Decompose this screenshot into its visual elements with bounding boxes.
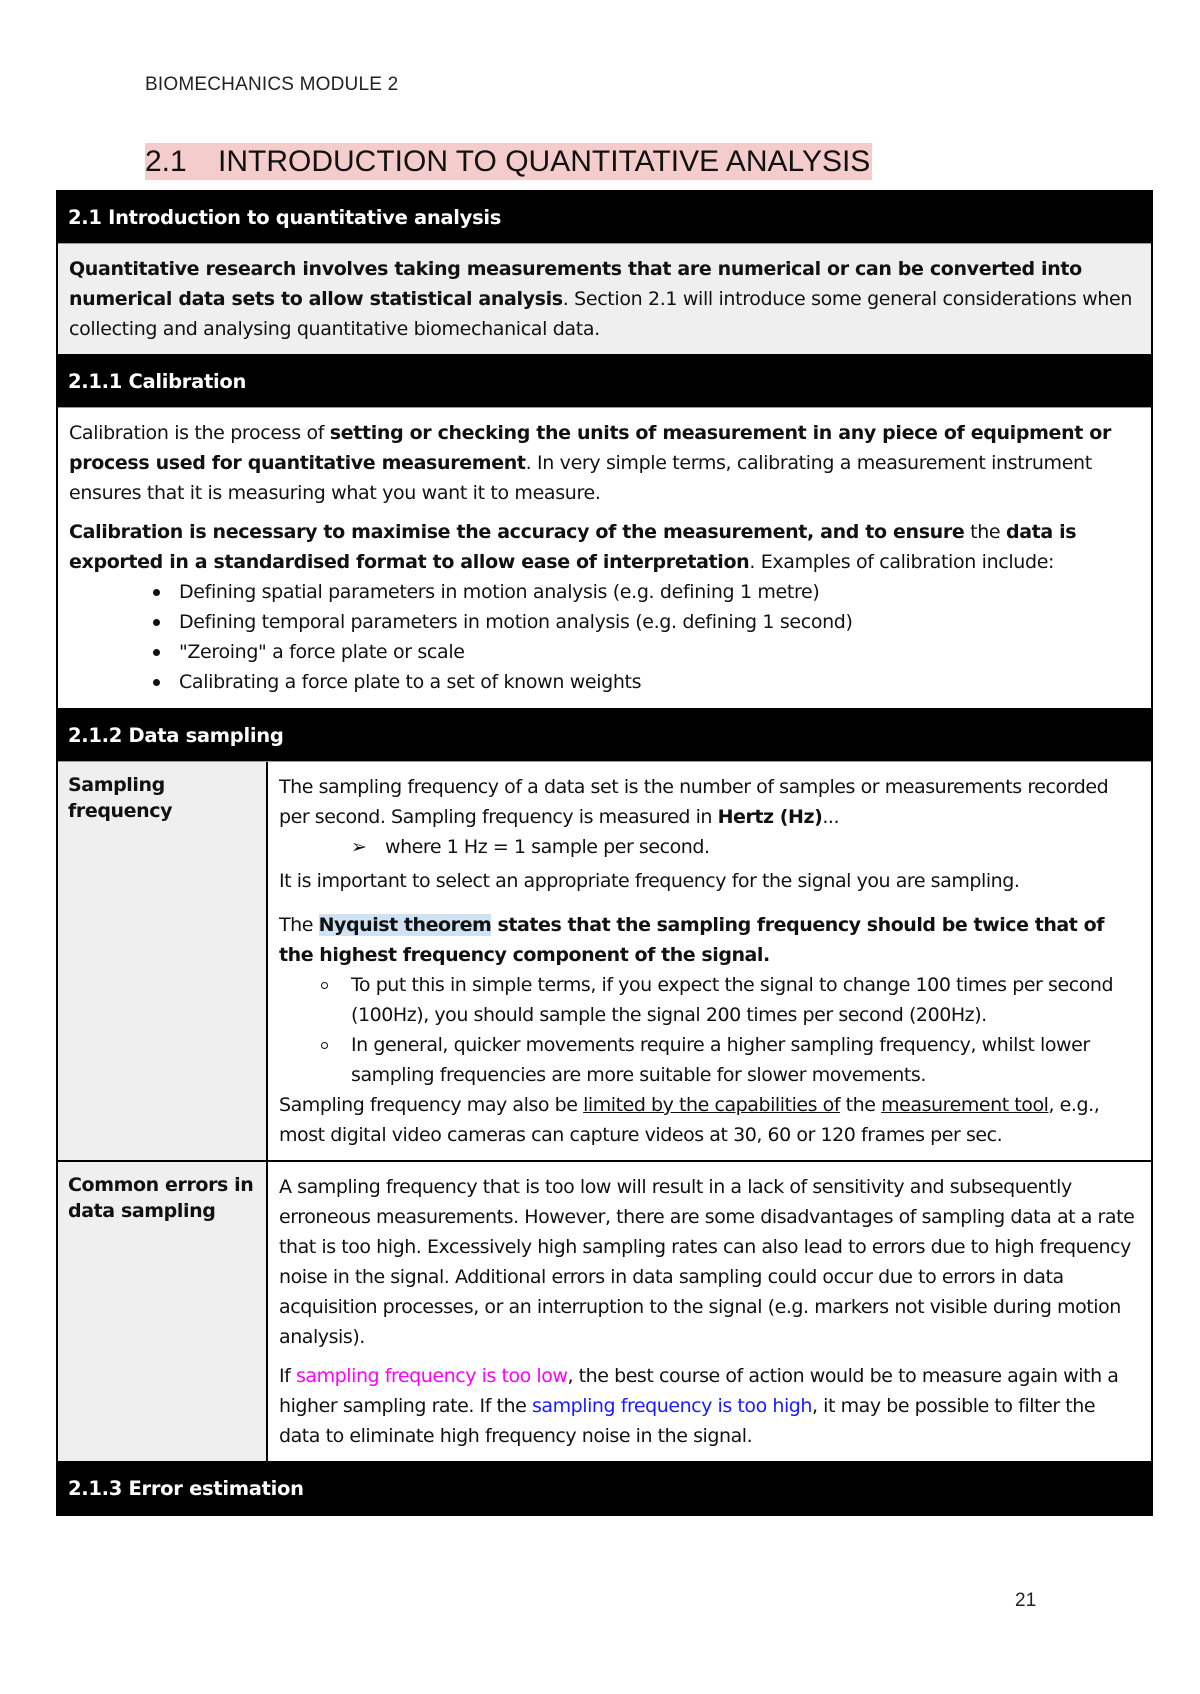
intro-paragraph <box>69 254 1140 344</box>
sampling-paragraph-4 <box>279 1090 1140 1150</box>
list-item: To put this in simple terms, if you expect the signal to change 100 times per second (100Hz), you should sample the signal 200 times per second (200Hz). <box>279 970 1140 1030</box>
row-label: Sampling frequency <box>58 762 268 1160</box>
hertz-term: Hertz (Hz) <box>717 806 823 828</box>
calibration-bold-text: data is exported in a standardised format to allow ease of interpretation <box>69 521 1077 573</box>
table-row-common-errors <box>58 1160 1151 1461</box>
text: , e.g., most digital video cameras can capture videos at 30, 60 or 120 frames per sec. <box>279 1094 1100 1146</box>
calibration-bold-text: Calibration is necessary to maximise the accuracy of the measurement, and to ensure <box>69 521 965 543</box>
errors-paragraph-2 <box>279 1361 1140 1451</box>
list-item: Defining spatial parameters in motion analysis (e.g. defining 1 metre) <box>69 577 1140 607</box>
too-high-highlight: sampling frequency is too high <box>531 1395 812 1417</box>
intro-text: . Section 2.1 will introduce some general considerations when collecting and analysing quantitative biomechanical data. <box>69 288 1133 340</box>
list-item: Defining temporal parameters in motion analysis (e.g. defining 1 second) <box>69 607 1140 637</box>
section-heading-intro: 2.1 Introduction to quantitative analysis <box>58 192 1151 244</box>
text: The <box>279 914 319 936</box>
page-title-number: 2.1 <box>145 145 187 178</box>
row-label: Common errors in data sampling <box>58 1162 268 1461</box>
errors-paragraph-1: A sampling frequency that is too low will result in a lack of sensitivity and subsequently erroneous measurements. However, there are some disadvantages of sampling data at a rate that is too high. Excessively high sampling rates can also lead to errors due to high frequency noise in the signal. Additional errors in data sampling could occur due to errors in data acquisition processes, or an interruption to the signal (e.g. markers not visible during motion analysis). <box>279 1176 1135 1348</box>
section-heading-error-estimation: 2.1.3 Error estimation <box>58 1461 1151 1514</box>
text: , it may be possible to filter the data to eliminate high frequency noise in the signal. <box>279 1395 1096 1447</box>
running-header: BIOMECHANICS MODULE 2 <box>145 74 399 95</box>
arrow-bullet <box>279 832 1140 862</box>
calibration-text: the <box>964 521 1006 543</box>
text: the <box>840 1094 882 1116</box>
arrow-bullet-icon: ➢ <box>351 836 367 858</box>
calibration-text: Calibration is the process of <box>69 422 330 444</box>
calibration-text: . Examples of calibration include: <box>749 551 1055 573</box>
nyquist-sub-points <box>279 970 1140 1090</box>
page-title-text: INTRODUCTION TO QUANTITATIVE ANALYSIS <box>218 145 871 178</box>
sampling-paragraph-2: It is important to select an appropriate frequency for the signal you are sampling. <box>279 870 1020 892</box>
calibration-paragraph-2 <box>69 517 1140 577</box>
calibration-paragraph-1 <box>69 418 1140 508</box>
list-item: In general, quicker movements require a higher sampling frequency, whilst lower sampling frequencies are more suitable for slower movements. <box>279 1030 1140 1090</box>
table-row-sampling-frequency <box>58 762 1151 1160</box>
text: ... <box>822 806 840 828</box>
text: If <box>279 1365 296 1387</box>
content-table <box>56 190 1153 1516</box>
list-item: Calibrating a force plate to a set of known weights <box>69 667 1140 697</box>
row-content <box>268 1162 1151 1461</box>
too-low-highlight: sampling frequency is too low <box>295 1365 568 1387</box>
page-number: 21 <box>1015 1590 1037 1611</box>
nyquist-bold-text: states that the sampling frequency should be twice that of the highest frequency component of the signal. <box>279 914 1105 966</box>
calibration-text: . In very simple terms, calibrating a measurement instrument ensures that it is measuring what you want it to measure. <box>69 452 1092 504</box>
row-content <box>268 762 1151 1160</box>
text: where 1 Hz = 1 sample per second. <box>385 836 710 858</box>
underlined-text: measurement tool <box>881 1094 1049 1116</box>
text: The sampling frequency of a data set is the number of samples or measurements recorded per second. Sampling frequency is measured in <box>279 776 1109 828</box>
text: , the best course of action would be to measure again with a higher sampling rate. If the <box>279 1365 1119 1417</box>
text: Sampling frequency may also be <box>279 1094 584 1116</box>
list-item: "Zeroing" a force plate or scale <box>69 637 1140 667</box>
intro-bold-text: Quantitative research involves taking measurements that are numerical or can be converted into numerical data sets to allow statistical analysis <box>69 258 1082 310</box>
section-heading-data-sampling: 2.1.2 Data sampling <box>58 708 1151 762</box>
calibration-bold-text: setting or checking the units of measurement in any piece of equipment or process used for quantitative measurement <box>69 422 1111 474</box>
nyquist-highlight: Nyquist theorem <box>318 914 492 936</box>
section-heading-calibration: 2.1.1 Calibration <box>58 356 1151 408</box>
page-title <box>145 143 872 180</box>
intro-cell <box>58 244 1151 356</box>
sampling-paragraph-1 <box>279 772 1140 832</box>
underlined-text: limited by the capabilities of <box>583 1094 841 1116</box>
nyquist-paragraph <box>279 910 1140 970</box>
calibration-examples-list <box>69 577 1140 697</box>
calibration-cell <box>58 408 1151 708</box>
